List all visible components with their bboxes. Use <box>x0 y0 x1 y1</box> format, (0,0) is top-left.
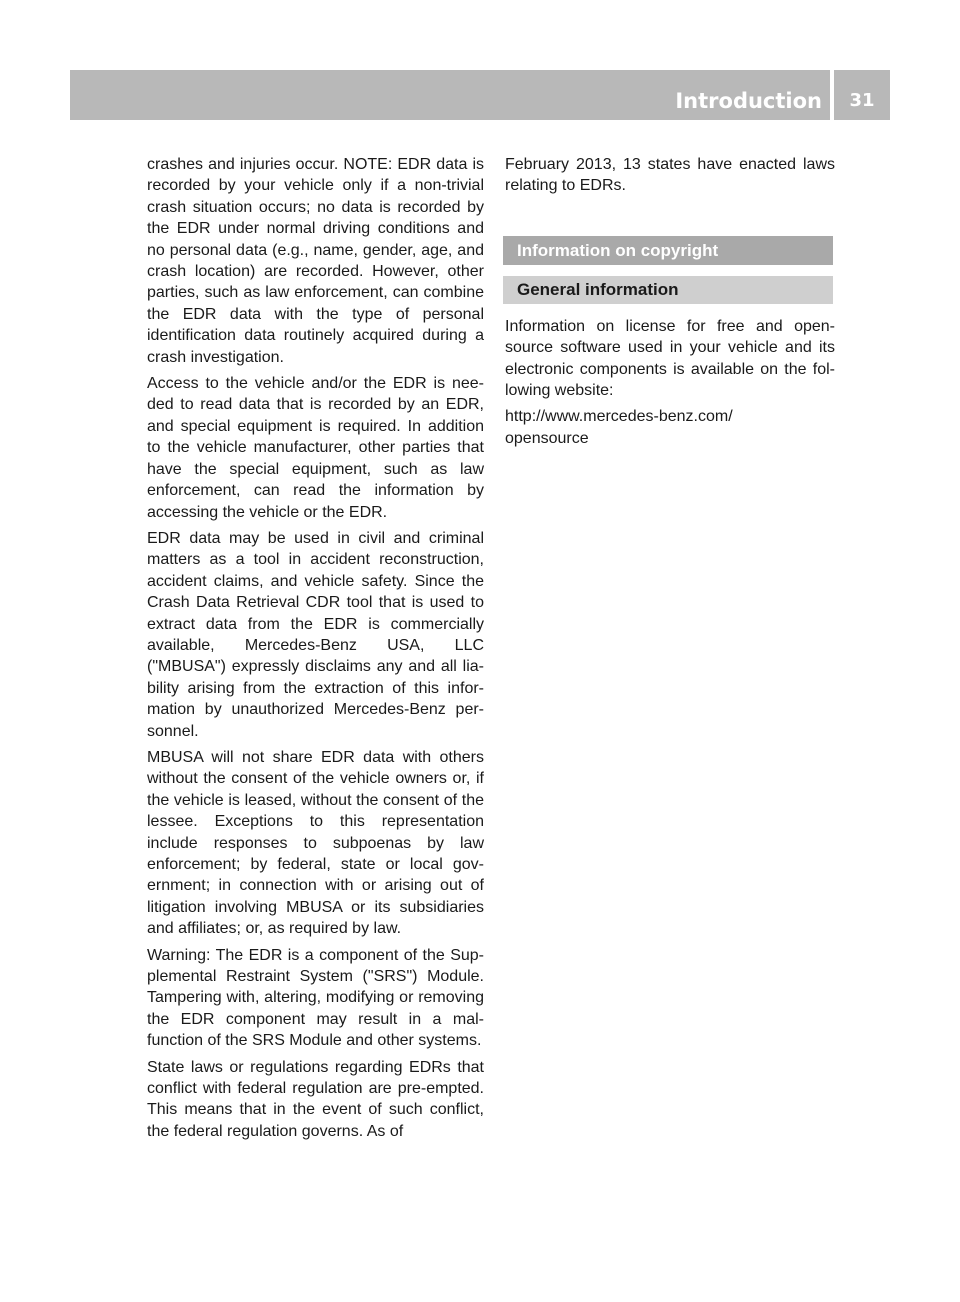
url-line: http://www.mercedes-benz.com/ <box>505 408 733 426</box>
paragraph: crashes and injuries occur. NOTE: EDR data is recorded by your vehicle only if a non-trivial crash situation occurs; no data is recorded by the EDR under normal driving conditions and no personal data (e.g., name, gender, age, and crash location) are recorded. However, other parties, such as law enforcement, can combine the EDR data with the type of personal identification data routinely acquired during a crash investigation. <box>147 156 484 366</box>
right-column <box>505 154 835 454</box>
paragraph: Access to the vehicle and/or the EDR is needed to read data that is recorded by an EDR, and special equipment is required. In addition to the vehicle manufacturer, other parties that have the special equipment, such as law enforcement, can read the information by accessing the vehicle or the EDR. <box>147 375 484 521</box>
chapter-title: Introduction <box>675 89 822 113</box>
left-column <box>147 154 484 1147</box>
paragraph: Information on license for free and open-source software used in your vehicle and its electronic components is available on the following website: <box>505 317 835 400</box>
paragraph: MBUSA will not share EDR data with others without the consent of the vehicle owners or, if the vehicle is leased, without the consent of the lessee. Exceptions to this representation include responses to subpoenas by law enforcement; by federal, state or local government; in connection with or arising out of litigation involving MBUSA or its subsidiaries and affiliates; or, as required by law. <box>147 748 484 938</box>
paragraph: Warning: The EDR is a component of the Supplemental Restraint System ("SRS") Module. Tampering with, altering, modifying or removing the EDR component may result in a malfunction of the SRS Module and other systems. <box>147 946 484 1050</box>
url-line: opensource <box>505 429 589 447</box>
paragraph: February 2013, 13 states have enacted laws relating to EDRs. <box>505 156 835 195</box>
paragraph: State laws or regulations regarding EDRs that conflict with federal regulation are pre-empted. This means that in the event of such conflict, the federal regulation governs. As of <box>147 1058 484 1140</box>
url-text <box>505 406 835 449</box>
page-number: 31 <box>849 90 875 111</box>
subsection-heading: General information <box>503 276 833 304</box>
section-heading: Information on copyright <box>503 236 833 265</box>
paragraph: EDR data may be used in civil and criminal matters as a tool in accident reconstruction, accident claims, and vehicle safety. Since the Crash Data Retrieval CDR tool that is used to extract data from the EDR is commercially available, Mercedes-Benz USA, LLC ("MBUSA") expressly disclaims any and all liability arising from the extraction of this information by unauthorized Mercedes-Benz personnel. <box>147 529 484 740</box>
